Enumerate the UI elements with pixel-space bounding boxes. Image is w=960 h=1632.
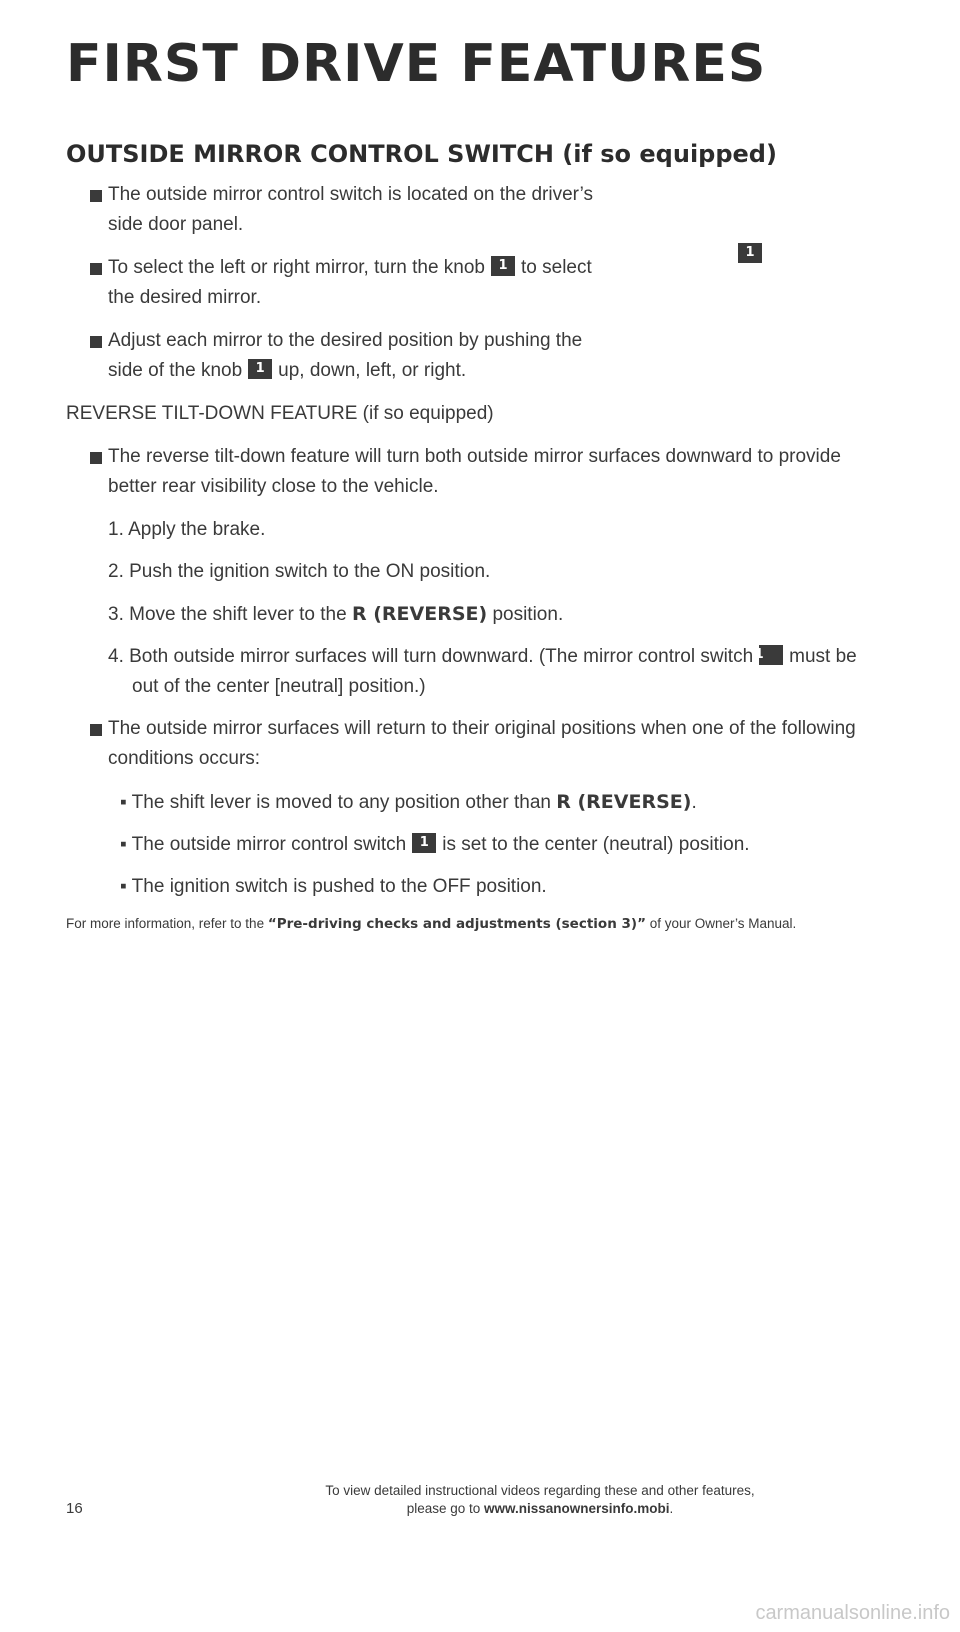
condition-ignition: ▪ The ignition switch is pushed to the OFF position. <box>120 876 547 897</box>
bullet-return-conditions: The outside mirror surfaces will return to their original positions when one of the following conditions occurs: <box>66 714 866 774</box>
square-bullet-icon <box>90 263 102 275</box>
callout-badge: 1 <box>248 359 272 379</box>
step-3: 3. Move the shift lever to the R (REVERSE) position. <box>108 603 564 625</box>
bullet-adjust-mirror: Adjust each mirror to the desired position by pushing the side of the knob 1 up, down, left, or right. <box>66 326 598 386</box>
step-4: 4. Both outside mirror surfaces will turn downward. (The mirror control switch1 must be out of the center [neutral] position.) <box>108 646 857 697</box>
callout-badge: 1 <box>412 833 436 853</box>
footnote: For more information, refer to the “Pre-driving checks and adjustments (section 3)” of your Owner’s Manual. <box>66 916 797 932</box>
website-link[interactable]: www.nissanownersinfo.mobi <box>484 1501 670 1516</box>
bullet-location: The outside mirror control switch is located on the driver’s side door panel. <box>66 180 598 240</box>
section-heading: OUTSIDE MIRROR CONTROL SWITCH (if so equipped) <box>66 140 777 168</box>
page-title: FIRST DRIVE FEATURES <box>66 34 767 94</box>
square-bullet-icon <box>90 452 102 464</box>
reverse-heading: REVERSE TILT-DOWN FEATURE (if so equipped) <box>66 403 494 424</box>
bullet-select-mirror: To select the left or right mirror, turn the knob 1 to select the desired mirror. <box>66 253 598 313</box>
page-number: 16 <box>66 1500 83 1517</box>
condition-control-switch: ▪ The outside mirror control switch 1 is set to the center (neutral) position. <box>120 834 750 855</box>
content <box>66 180 866 934</box>
image-callout-badge: 1 <box>738 243 762 263</box>
condition-shift-lever: ▪ The shift lever is moved to any position other than R (REVERSE). <box>120 791 697 813</box>
step-2: 2. Push the ignition switch to the ON position. <box>108 561 491 582</box>
watermark: carmanualsonline.info <box>755 1602 950 1624</box>
step-1: 1. Apply the brake. <box>108 519 266 540</box>
callout-badge: 1 <box>491 256 515 276</box>
square-bullet-icon <box>90 336 102 348</box>
bullet-reverse-feature: The reverse tilt-down feature will turn both outside mirror surfaces downward to provide better rear visibility close to the vehicle. <box>66 442 866 502</box>
square-bullet-icon <box>90 724 102 736</box>
footer-note: To view detailed instructional videos regarding these and other features, please go to www.nissanownersinfo.mobi. <box>325 1483 755 1516</box>
callout-badge: 1 <box>759 645 783 665</box>
square-bullet-icon <box>90 190 102 202</box>
